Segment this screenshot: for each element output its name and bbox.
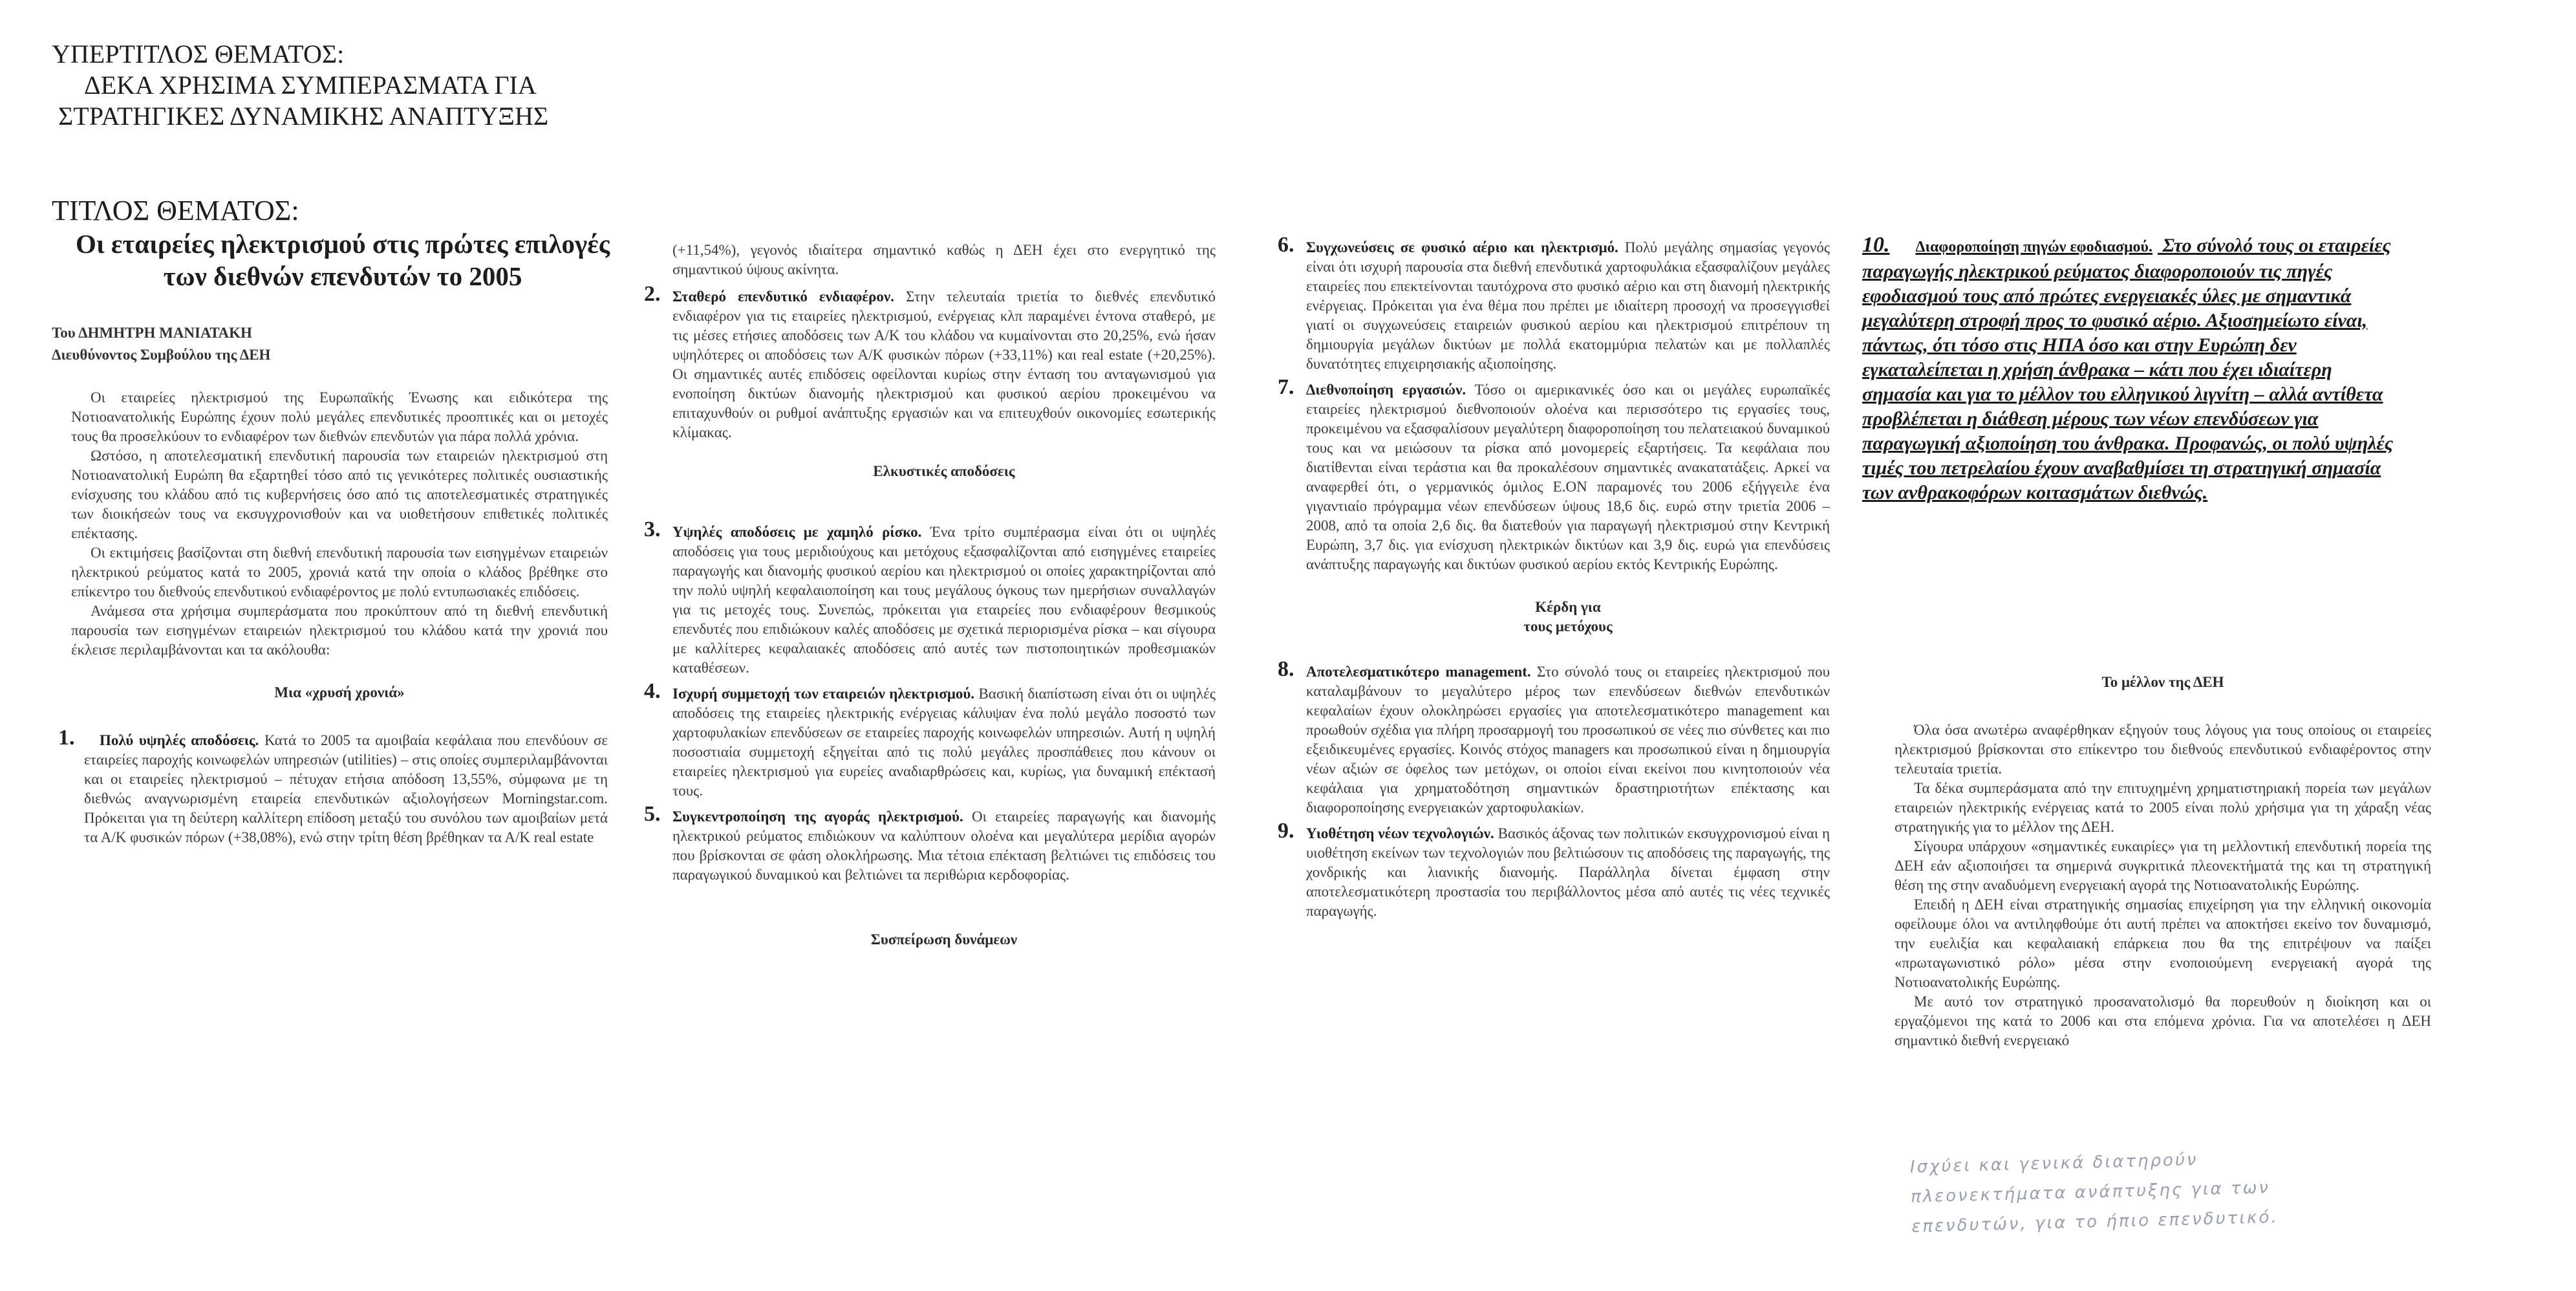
point-number: 5. [644, 802, 661, 826]
point-5 [644, 802, 1216, 885]
point-number: 1. [58, 726, 75, 750]
paragraph: Όλα όσα ανωτέρω αναφέρθηκαν εξηγούν τους λόγους για τους οποίους οι εταιρείες ηλεκτρισμού βρίσκονται στο επίκεντρο του διεθνούς επενδυτικού ενδιαφέροντος στην τελευταία τριετία. [1894, 722, 2431, 777]
point-heading: Διαφοροποίηση πηγών εφοδιασμού. [1915, 239, 2153, 255]
point-text: Στο σύνολό τους οι εταιρείες παραγωγής ηλεκτρικού ρεύματος διαφοροποιούν τις πηγές εφοδιασμού τους από πρώτες ενεργειακές ύλες με σημαντικά μεγαλύτερη στροφή προς το φυσικό αέριο. Αξιοσημείωτο είναι, πάντως, ότι τόσο στις ΗΠΑ όσο και στην Ευρώπη δεν εγκαταλείπεται η χρήση άνθρακα – κάτι που έχει ιδιαίτερη σημασία και για το μέλλον του ελληνικού λιγνίτη – αλλά αντίθετα προβλέπεται η διάθεση μέρους των νέων επενδύσεων για παραγωγική αξιοποίηση του άνθρακα. Προφανώς, οι πολύ υψηλές τιμές του πετρελαίου έχουν αναβαθμίσει τη στρατηγική σημασία των ανθρακοφόρων κοιτασμάτων διεθνώς. [1862, 235, 2394, 503]
paragraph: Επειδή η ΔΕΗ είναι στρατηγικής σημασίας επιχείρηση για την ελληνική οικονομία οφείλουμε όλοι να αντιληφθούμε ότι αυτή πρέπει να αποκτήσει εκείνο τον δυναμισμό, την ευελιξία και κεφαλαιακή επάρκεια που θα της επιτρέψουν να παίξει «πρωταγωνιστικό ρόλο» μέσα στην ενοποιούμενη ενεργειακή αγορά της Νοτιοανατολικής Ευρώπης. [1894, 896, 2431, 990]
section-heading-line: Κέρδη για [1535, 599, 1601, 615]
point-text: Ένα τρίτο συμπέρασμα είναι ότι οι υψηλές αποδόσεις για τους μεριδιούχους και μετόχους εξασφαλίζονται από εισηγμένες εταιρείες παραγωγής και διανομής φυσικού αερίου και ηλεκτρισμού οι οποίες χαρακτηρίζονται από την πολύ υψηλή κεφαλαιοποίηση και τους μεγάλους όγκους των ημερήσιων συναλλαγών για τις μετοχές τους. Συνεπώς, πρόκειται για εταιρείες που ενδιαφέρουν θεσμικούς επενδυτές που επιδιώκουν καλές αποδόσεις με σχετικά περιορισμένα ρίσκα – και σίγουρα με καλλίτερες κεφαλαιακές αποδόσεις από αυτές των πιστοποιητικών προθεσμιακών καταθέσεων. [672, 524, 1216, 676]
point-number: 10. [1862, 233, 1890, 257]
column-4 [1894, 674, 2431, 1050]
point-heading: Υψηλές αποδόσεις με χαμηλό ρίσκο. [672, 524, 922, 540]
point-text: Στην τελευταία τριετία το διεθνές επενδυτικό ενδιαφέρον για τις εταιρείες ηλεκτρισμού, ενέργειας κλπ παραμένει έντονα σταθερό, με τις μέσες ετήσιες αποδόσεις των Α/Κ του κλάδου να κυμαίνονται στο 20,25%, ενώ ήσαν υψηλότερες οι αποδόσεις των Α/Κ φυσικών πόρων (+33,11%) και real estate (+20,25%). Οι σημαντικές αυτές επιδόσεις οφείλονται κυρίως στην ένταση του ανταγωνισμού για ενοποίηση δικτύων διανομής ηλεκτρισμού και φυσικού αερίου προκειμένου να επιταχυνθούν οι ρυθμοί ανάπτυξης εργασιών και να επιτευχθούν οικονομίες εσωτερικής κλίμακας. [672, 288, 1216, 440]
column-3 [1278, 233, 1830, 921]
paragraph: Ανάμεσα στα χρήσιμα συμπεράσματα που προκύπτουν από τη διεθνή επενδυτική παρουσία των εισηγμένων εταιρειών ηλεκτρισμού του κλάδου κατά την χρονιά που έκλεισε περιλαμβάνονται και τα ακόλουθα: [71, 603, 608, 658]
paragraph: (+11,54%), γεγονός ιδιαίτερα σημαντικό καθώς η ΔΕΗ έχει στο ενεργητικό της σημαντικού ύψους ακίνητα. [672, 242, 1216, 277]
paragraph: Τα δέκα συμπεράσματα από την επιτυχημένη χρηματιστηριακή πορεία των μεγάλων εταιρειών ηλεκτρικής ενέργειας κατά το 2005 είναι πολύ χρήσιμα για τη χάραξη νέας στρατηγικής για το μέλλον της ΔΕΗ. [1894, 780, 2431, 835]
point-heading: Υιοθέτηση νέων τεχνολογιών. [1306, 825, 1494, 841]
point-number: 3. [644, 517, 661, 541]
section-heading: Το μέλλον της ΔΕΗ [2101, 674, 2224, 690]
point-heading: Διεθνοποίηση εργασιών. [1306, 382, 1466, 398]
point-6 [1278, 233, 1830, 374]
point-2 [644, 282, 1216, 442]
paragraph: Οι εταιρείες ηλεκτρισμού της Ευρωπαϊκής Ένωσης και ειδικότερα της Νοτιοανατολικής Ευρώπης έχουν πολύ μεγάλες επενδυτικές προοπτικές και οι μετοχές τους θα προσελκύουν το ενδιαφέρον των διεθνών επενδυτών για πάρα πολλά χρόνια. [71, 389, 608, 444]
title-label: ΤΙΤΛΟΣ ΘΕΜΑΤΟΣ: [52, 195, 299, 226]
point-3 [644, 517, 1216, 678]
point-heading: Αποτελεσματικότερο management. [1306, 664, 1531, 680]
point-text: Στο σύνολό τους οι εταιρείες ηλεκτρισμού που καταλαμβάνουν το μεγαλύτερο μέρος των επενδύσεων διεθνών επενδυτικών κεφαλαίων έχουν ολοκληρώσει εργασίες για αποτελεσματικότερο management και προωθούν σχέδια για πλήρη προσαρμογή του προσωπικού σε νέες πιο σύνθετες και πιο εξειδικευμένες εργασίες. Κοινός στόχος managers και προσωπικού είναι η δημιουργία νέων αξιών σε όφελος των μετόχων, οι οποίοι είναι εκείνοι που κινητοποιούν νέα κεφάλαια για χρηματοδότηση σημαντικών δραστηριοτήτων επέκτασης και διαφοροποίησης ενεργειακών χαρτοφυλακίων. [1306, 664, 1830, 816]
column-1 [58, 388, 608, 847]
byline-role: Διευθύνοντος Συμβούλου της ΔΕΗ [52, 347, 271, 363]
supertitle-line-1: ΥΠΕΡΤΙΤΛΟΣ ΘΕΜΑΤΟΣ: [52, 39, 345, 69]
byline [52, 322, 270, 366]
point-number: 4. [644, 679, 661, 703]
point-8 [1278, 657, 1830, 818]
point-7 [1278, 375, 1830, 574]
point-number: 8. [1278, 657, 1294, 681]
paragraph: Οι εκτιμήσεις βασίζονται στη διεθνή επενδυτική παρουσία των εισηγμένων εταιρειών ηλεκτρικού ρεύματος κατά το 2005, χρονιά κατά την οποία ο κλάδος βρέθηκε στο επίκεντρο του διεθνούς επενδυτικού ενδιαφέροντος με πολύ εντυπωσιακές επιδόσεις. [71, 545, 608, 600]
paragraph: Με αυτό τον στρατηγικό προσανατολισμό θα πορευθούν η διοίκηση και οι εργαζόμενοι της κατά το 2006 και στα επόμενα χρόνια. Για να αποτελέσει η ΔΕΗ σημαντικό διεθνή ενεργειακό [1894, 993, 2431, 1048]
point-heading: Συγκεντροποίηση της αγοράς ηλεκτρισμού. [672, 808, 963, 825]
point-number: 6. [1278, 233, 1294, 257]
point-text: Οι εταιρείες παραγωγής και διανομής ηλεκτρικού ρεύματος επιδιώκουν να καλύπτουν ολοένα και μεγαλύτερα μερίδια αγορών που βρίσκονται σε φάση ολοκλήρωσης. Μια τέτοια επέκταση βελτιώνει τις επιδόσεις του παραγωγικού δυναμικού και βελτιώνει τα περιθώρια κερδοφορίας. [672, 808, 1216, 883]
paragraph: Ωστόσο, η αποτελεσματική επενδυτική παρουσία των εταιρειών ηλεκτρισμού στη Νοτιοανατολική Ευρώπη θα εξαρτηθεί τόσο από τις γενικότερες πολιτικές ουσιαστικής ενίσχυσης του κλάδου από τις κυβερνήσεις όσο από τις αποτελεσματικές στρατηγικές των διοικήσεών τους να εκσυγχρονισθούν και να υιοθετήσουν επιθετικές πολιτικές επέκτασης. [71, 448, 608, 541]
section-heading [1306, 598, 1830, 636]
paragraph: Σίγουρα υπάρχουν «σημαντικές ευκαιρίες» για τη μελλοντική επενδυτική πορεία της ΔΕΗ εάν αξιοποιήσει τα σημερινά συγκριτικά πλεονεκτήματά της και τη στρατηγική θέση της στην αναδυόμενη ενεργειακή αγορά της Νοτιοανατολικής Ευρώπης. [1894, 838, 2431, 893]
handwritten-line: επενδυτών, για το ήπιο επενδυτικό. [1911, 1207, 2279, 1237]
handwritten-note [1909, 1137, 2493, 1242]
point-number: 7. [1278, 375, 1294, 399]
handwritten-line: Ισχύει και γενικά διατηρούν [1909, 1150, 2198, 1177]
point-9 [1278, 819, 1830, 921]
supertitle [52, 39, 666, 132]
point-10 [1862, 233, 2399, 505]
point-4 [644, 679, 1216, 801]
point-number: 2. [644, 282, 661, 306]
point-heading: Ισχυρή συμμετοχή των εταιρειών ηλεκτρισμού. [672, 686, 975, 702]
point-text: Βασικός άξονας των πολιτικών εκσυγχρονισμού είναι η υιοθέτηση εκείνων των τεχνολογιών που βελτιώσουν τις αποδόσεις της παραγωγής, της χονδρικής και λιανικής διανομής. Παράλληλα δίνεται έμφαση στην αποτελεσματικότερη προστασία του περιβάλλοντος μέσα από αυτές τις νέες τεχνικές παραγωγής. [1306, 825, 1830, 919]
supertitle-line-3: ΣΤΡΑΤΗΓΙΚΕΣ ΔΥΝΑΜΙΚΗΣ ΑΝΑΠΤΥΞΗΣ [58, 102, 549, 131]
section-heading: Ελκυστικές αποδόσεις [873, 463, 1015, 479]
point-1 [58, 726, 608, 847]
point-heading: Πολύ υψηλές αποδόσεις. [100, 732, 259, 748]
point-text: Πολύ μεγάλης σημασίας γεγονός είναι ότι ισχυρή παρουσία στα διεθνή επενδυτικά χαρτοφυλάκια εξασφαλίζουν μεγάλες εταιρείες που επεκτείνονται ταυτόχρονα στο φυσικό αέριο και στη διανομή ηλεκτρικής ενέργειας. Πρόκειται για ένα θέμα που πρέπει με ιδιαίτερη προσοχή να προσεγγισθεί γιατί οι συγχωνεύσεις εταιρειών φυσικού αερίου και ηλεκτρισμού επιτρέπουν τη δημιουργία μεγάλων δικτύων με πολλά εκατομμύρια πελατών και με πολλαπλές δυνατότητες επιχειρησιακής αξιοποίησης. [1306, 239, 1830, 372]
point-heading: Σταθερό επενδυτικό ενδιαφέρον. [672, 288, 894, 305]
point-text: Τόσο οι αμερικανικές όσο και οι μεγάλες ευρωπαϊκές εταιρείες ηλεκτρισμού διεθνοποιούν ολοένα και περισσότερο τις εργασίες τους, προκειμένου να εξασφαλίσουν μεγαλύτερη διαφοροποίηση του πελατειακού δυναμικού τους και να μειώσουν τα ρίσκα από μονομερείς εξαρτήσεις. Τα κεφάλαια που διατίθενται είναι τεράστια και θα προκαλέσουν σημαντικές ανακατατάξεις. Αρκεί να αναφερθεί ότι, ο γερμανικός όμιλος E.ON παραμονές του 2006 εξήγγειλε ένα γιγαντιαίο πρόγραμμα νέων επενδύσεων ύψους 18,6 δις. ευρώ στην τριετία 2006 – 2008, από τα οποία 2,6 δις. θα διατεθούν για παραγωγή ηλεκτρισμού στην Κεντρική Ευρώπη, 3,7 δις. για ενίσχυση ηλεκτρικών δικτύων και 3,9 δις. ευρώ για επενδύσεις ανάπτυξης παραγωγής και δικτύων φυσικού αερίου εκτός Κεντρικής Ευρώπης. [1306, 382, 1830, 572]
section-heading: Μια «χρυσή χρονιά» [274, 684, 405, 700]
point-number: 9. [1278, 819, 1294, 843]
column-2 [644, 241, 1216, 949]
byline-author: Του ΔΗΜΗΤΡΗ ΜΑΝΙΑΤΑΚΗ [52, 325, 252, 341]
point-text: Κατά το 2005 τα αμοιβαία κεφάλαια που επενδύουν σε εταιρείες παροχής κοινωφελών υπηρεσιών (utilities) – στις οποίες συμπεριλαμβάνονται και οι εταιρείες ηλεκτρισμού – πέτυχαν ετήσια απόδοση 13,55%, σύμφωνα με τη διεθνώς αναγνωρισμένη εταιρεία επενδυτικών αξιολογήσεων Morningstar.com. Πρόκειται για τη δεύτερη καλλίτερη επίδοση μεταξύ του συνόλου των αμοιβαίων μετά τα Α/Κ φυσικών πόρων (+38,08%), ενώ στην τρίτη θέση βρέθηκαν τα Α/Κ real estate [84, 732, 608, 845]
handwritten-line: πλεονεκτήματα ανάπτυξης για των [1910, 1178, 2271, 1207]
section-heading: Συσπείρωση δυνάμεων [870, 931, 1018, 948]
supertitle-line-2: ΔΕΚΑ ΧΡΗΣΙΜΑ ΣΥΜΠΕΡΑΣΜΑΤΑ ΓΙΑ [84, 71, 537, 100]
point-heading: Συγχωνεύσεις σε φυσικό αέριο και ηλεκτρισμό. [1306, 239, 1618, 255]
section-heading-line: τους μετόχους [1523, 618, 1613, 635]
point-text: Βασική διαπίστωση είναι ότι οι υψηλές αποδόσεις της εταιρείες ηλεκτρικής ενέργειας κάλυψαν ένα πολύ μεγάλο ποσοστό των χαρτοφυλακίων επενδύσεων σε εταιρείες παροχής κοινωφελών υπηρεσιών. Αυτή η υψηλή ποσοστιαία συμμετοχή εξηγείται από τις πολύ μεγάλες προσπάθειες που κάνουν οι εταιρείες ηλεκτρισμού για ευρείες αναδιαρθρώσεις και, κυρίως, για δυναμική επέκτασή τους. [672, 686, 1216, 799]
article-title: Οι εταιρείες ηλεκτρισμού στις πρώτες επιλογές των διεθνών επενδυτών το 2005 [75, 229, 610, 291]
